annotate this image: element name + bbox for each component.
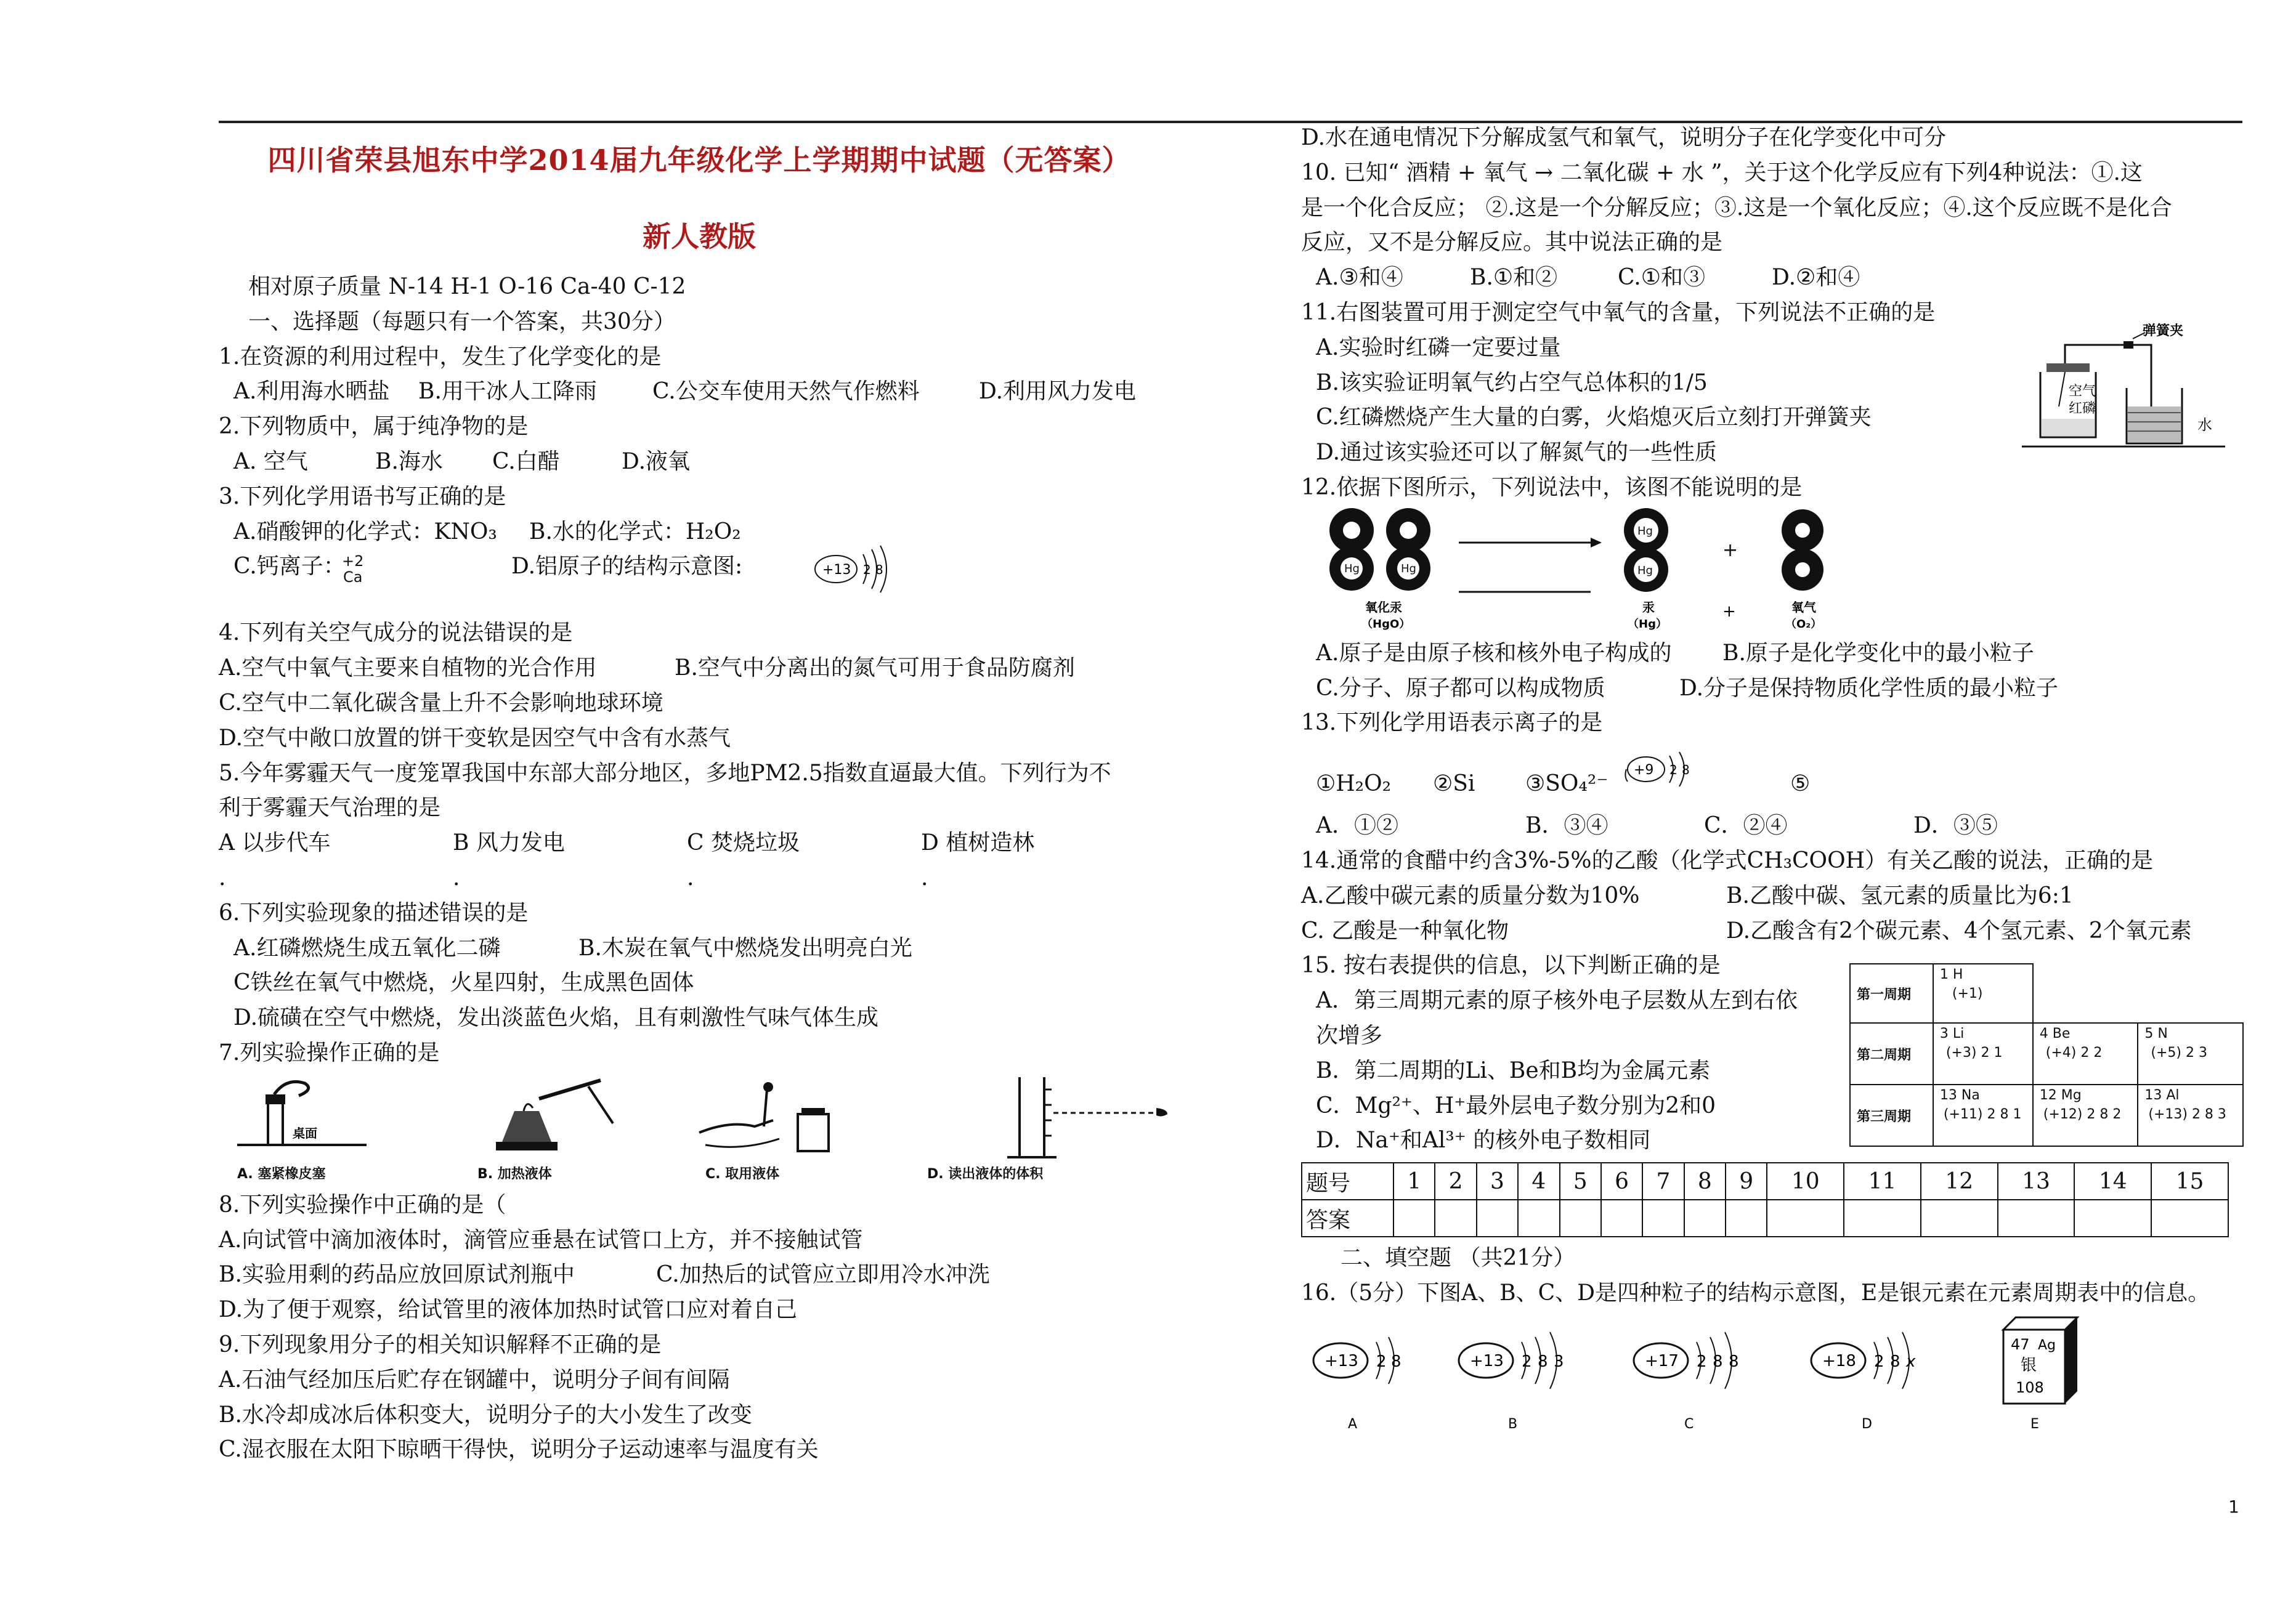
svg-text:108: 108 xyxy=(2016,1378,2044,1396)
particle-d xyxy=(1811,1332,1916,1432)
q4-option-b: B.空气中分离出的氮气可用于食品防腐剂 xyxy=(675,655,1075,681)
q1-option-b: B.用干冰人工降雨 xyxy=(418,379,597,405)
svg-text:Hg: Hg xyxy=(1344,562,1360,575)
aluminum-atom-diagram xyxy=(810,543,909,599)
q10-options xyxy=(1301,261,2250,296)
q4-stem: 4.下列有关空气成分的说法错误的是 xyxy=(219,620,573,646)
mercury-oxide-decomposition xyxy=(1301,506,2040,636)
answer-cell[interactable] xyxy=(1601,1200,1642,1237)
q13-items xyxy=(1301,741,2250,809)
q5-option-d: D 植树造林 xyxy=(921,830,1035,856)
svg-text:+17: +17 xyxy=(1645,1351,1679,1370)
q10-option-a: A.③和④ xyxy=(1316,265,1403,291)
svg-text:水: 水 xyxy=(2197,416,2212,434)
answer-cell[interactable] xyxy=(2151,1200,2228,1237)
q12-option-b: B.原子是化学变化中的最小粒子 xyxy=(1722,640,2034,666)
svg-text:氧化汞: 氧化汞 xyxy=(1365,599,1402,615)
q6-option-d: D.硫磺在空气中燃烧，发出淡蓝色火焰，且有刺激性气味气体生成 xyxy=(233,1005,879,1031)
svg-text:红磷: 红磷 xyxy=(2069,400,2096,416)
answer-table-number: 1 xyxy=(1393,1163,1435,1200)
q5-stem-2: 利于雾霾天气治理的是 xyxy=(219,795,441,821)
cell-na: 13 Na (+11) 2 8 1 xyxy=(1933,1085,2033,1146)
q9-option-a: A.石油气经加压后贮存在钢罐中，说明分子间有间隔 xyxy=(219,1367,730,1393)
answer-cell[interactable] xyxy=(1844,1200,1921,1237)
q5-option-b: B 风力发电 xyxy=(453,830,565,856)
q11-option-d: D.通过该实验还可以了解氮气的一些性质 xyxy=(1316,440,1718,466)
q11-stem: 11.右图装置可用于测定空气中氧气的含量，下列说法不正确的是 xyxy=(1301,299,1936,325)
svg-text:+: + xyxy=(1722,539,1738,561)
q15-stem: 15. 按右表提供的信息，以下判断正确的是 xyxy=(1301,953,1721,979)
q6-options-ab xyxy=(219,931,1180,966)
q16-figures xyxy=(1301,1311,2250,1447)
answer-table-number: 7 xyxy=(1642,1163,1684,1200)
answer-table-number: 11 xyxy=(1844,1163,1921,1200)
q15-option-c: C．Mg²⁺、H⁺最外层电子数分别为2和0 xyxy=(1316,1093,1716,1118)
q14-option-c: C. 乙酸是一种氧化物 xyxy=(1301,918,1509,944)
q5-option-c: C 焚烧垃圾 xyxy=(687,830,800,856)
q1-option-d: D.利用风力发电 xyxy=(979,379,1137,405)
q7-stem: 7.列实验操作正确的是 xyxy=(219,1040,440,1065)
answer-cell[interactable] xyxy=(1998,1200,2075,1237)
cell-h: 1 H (+1) xyxy=(1933,964,2033,1023)
cell-n: 5 N (+5) 2 3 xyxy=(2138,1023,2243,1085)
svg-text:+9: +9 xyxy=(1634,762,1654,778)
svg-text:Hg: Hg xyxy=(1637,564,1653,577)
q11-option-a: A.实验时红磷一定要过量 xyxy=(1316,334,1561,360)
svg-text:47: 47 xyxy=(2011,1335,2030,1353)
atomic-mass-line: 相对原子质量 N-14 H-1 O-16 Ca-40 C-12 xyxy=(248,274,686,299)
q3-stem: 3.下列化学用语书写正确的是 xyxy=(219,483,506,509)
q13-option-d: D．③⑤ xyxy=(1913,813,1998,839)
answer-table-header-answer: 答案 xyxy=(1302,1200,1393,1237)
q2-option-a: A. 空气 xyxy=(233,448,308,474)
q2-option-c: C.白醋 xyxy=(492,448,560,474)
q8-option-c: C.加热后的试管应立即用冷水冲洗 xyxy=(656,1262,990,1288)
q6-stem: 6.下列实验现象的描述错误的是 xyxy=(219,900,529,926)
particle-b xyxy=(1459,1332,1564,1432)
svg-text:8: 8 xyxy=(1682,762,1690,778)
cell-li: 3 Li (+3) 2 1 xyxy=(1933,1023,2033,1085)
q4-option-c: C.空气中二氧化碳含量上升不会影响地球环境 xyxy=(219,690,663,716)
cell-al: 13 Al (+13) 2 8 3 xyxy=(2138,1085,2243,1146)
answer-table-number: 13 xyxy=(1998,1163,2075,1200)
q4-option-d: D.空气中敞口放置的饼干变软是因空气中含有水蒸气 xyxy=(219,725,731,751)
answer-cell[interactable] xyxy=(1921,1200,1998,1237)
svg-text:+18: +18 xyxy=(1822,1351,1856,1370)
svg-text:（Hg）: （Hg） xyxy=(1628,617,1667,631)
q12-option-c: C.分子、原子都可以构成物质 xyxy=(1316,675,1605,701)
answer-cell[interactable] xyxy=(1518,1200,1559,1237)
q10-option-b: B.①和② xyxy=(1470,265,1558,291)
q3-option-c: C.钙离子： xyxy=(233,554,346,580)
q2-option-b: B.海水 xyxy=(375,448,443,474)
q8-option-a: A.向试管中滴加液体时，滴管应垂悬在试管口上方，并不接触试管 xyxy=(219,1227,863,1253)
q3-options-cd xyxy=(219,549,1180,599)
q8-options-bc xyxy=(219,1258,1180,1293)
svg-text:2: 2 xyxy=(1669,762,1677,778)
q14-option-d: D.乙酸含有2个碳元素、4个氢元素、2个氧元素 xyxy=(1726,918,2192,944)
q12-options-ab xyxy=(1301,636,2250,671)
q10-line-1: 10. 已知“ 酒精 + 氧气 → 二氧化碳 + 水 ”，关于这个化学反应有下列4种说法：①.这 xyxy=(1301,160,2143,185)
q7-caption-c: C. 取用液体 xyxy=(705,1166,780,1182)
q15-option-a-2: 次增多 xyxy=(1316,1022,1383,1048)
answer-table-number: 2 xyxy=(1435,1163,1476,1200)
svg-text:（HgO）: （HgO） xyxy=(1361,617,1411,631)
q9-option-b: B.水冷却成冰后体积变大，说明分子的大小发生了改变 xyxy=(219,1402,752,1428)
answer-table xyxy=(1301,1162,2229,1237)
cell-be: 4 Be (+4) 2 2 xyxy=(2033,1023,2138,1085)
q9-stem: 9.下列现象用分子的相关知识解释不正确的是 xyxy=(219,1332,662,1357)
q15-block xyxy=(1301,948,2250,1158)
q13-stem: 13.下列化学用语表示离子的是 xyxy=(1301,710,1603,736)
q4-option-a: A.空气中氧气主要来自植物的光合作用 xyxy=(219,655,597,681)
q6-option-c: C铁丝在氧气中燃烧，火星四射，生成黑色固体 xyxy=(233,970,694,996)
svg-text:3: 3 xyxy=(1554,1352,1564,1371)
svg-text:银: 银 xyxy=(2021,1356,2037,1375)
q7-figures xyxy=(219,1071,1180,1188)
q15-option-d: D．Na⁺和Al³⁺ 的核外电子数相同 xyxy=(1316,1128,1651,1154)
answer-cell[interactable] xyxy=(2074,1200,2151,1237)
particle-c xyxy=(1634,1332,1739,1432)
svg-text:B: B xyxy=(1508,1416,1518,1432)
svg-text:弹簧夹: 弹簧夹 xyxy=(2143,323,2184,339)
q8-stem: 8.下列实验操作中正确的是（ xyxy=(219,1192,506,1218)
q11-option-c: C.红磷燃烧产生大量的白雾，火焰熄灭后立刻打开弹簧夹 xyxy=(1316,405,1872,431)
q13-option-b: B．③④ xyxy=(1525,813,1608,839)
answer-cell[interactable] xyxy=(1435,1200,1476,1237)
hg-atom-1 xyxy=(1624,508,1668,552)
q9-option-d: D.水在通电情况下分解成氢气和氧气，说明分子在化学变化中可分 xyxy=(1301,125,1947,150)
q14-options-ab xyxy=(1301,879,2250,914)
answer-table-header-number: 题号 xyxy=(1302,1163,1393,1200)
particle-a xyxy=(1313,1337,1402,1432)
svg-text:（O₂）: （O₂） xyxy=(1785,617,1822,631)
q1-stem: 1.在资源的利用过程中，发生了化学变化的是 xyxy=(219,344,662,370)
section-2-heading: 二、填空题 （共21分） xyxy=(1341,1245,1576,1271)
svg-text:+13: +13 xyxy=(1470,1351,1504,1370)
svg-text:8: 8 xyxy=(1713,1352,1723,1371)
q13-option-c: C．②④ xyxy=(1704,813,1788,839)
q15-option-b: B．第二周期的Li、Be和B均为金属元素 xyxy=(1316,1057,1711,1083)
q9-option-c: C.湿衣服在太阳下晾晒干得快，说明分子运动速率与温度有关 xyxy=(219,1437,819,1463)
q7-caption-a: A. 塞紧橡皮塞 xyxy=(237,1166,326,1182)
svg-text:Hg: Hg xyxy=(1637,524,1653,538)
answer-cell[interactable] xyxy=(1393,1200,1435,1237)
q5-stem-1: 5.今年雾霾天气一度笼罩我国中东部大部分地区，多地PM2.5指数直逼最大值。下列行为不 xyxy=(219,760,1111,786)
q10-line-2: 是一个化合反应； ②.这是一个分解反应；③.这是一个氧化反应；④.这个反应既不是化合 xyxy=(1301,195,2172,220)
q3-option-a: A.硝酸钾的化学式：KNO₃ xyxy=(233,519,497,544)
answer-table-number: 15 xyxy=(2151,1163,2228,1200)
svg-text:氧气: 氧气 xyxy=(1791,599,1816,615)
answer-cell[interactable] xyxy=(1560,1200,1601,1237)
answer-table-answer-row xyxy=(1302,1200,2228,1237)
q12-option-d: D.分子是保持物质化学性质的最小粒子 xyxy=(1679,675,2059,701)
svg-text:2: 2 xyxy=(1522,1352,1532,1371)
q13-item-5: ⑤ xyxy=(1790,771,1811,797)
svg-text:+: + xyxy=(1722,602,1736,621)
answer-table-number: 8 xyxy=(1684,1163,1726,1200)
q1-options xyxy=(219,374,1180,410)
svg-text:D: D xyxy=(1862,1416,1872,1432)
q12-figure xyxy=(1301,506,2250,636)
answer-table-number: 12 xyxy=(1921,1163,1998,1200)
svg-text:8: 8 xyxy=(1890,1352,1900,1371)
cell-mg: 12 Mg (+12) 2 8 2 xyxy=(2033,1085,2138,1146)
q2-options xyxy=(219,445,1180,480)
answer-table-number: 5 xyxy=(1560,1163,1601,1200)
q2-option-d: D.液氧 xyxy=(622,448,691,474)
q13-option-a: A．①② xyxy=(1316,813,1398,839)
q1-option-a: A.利用海水晒盐 xyxy=(233,379,390,405)
answer-table-number: 14 xyxy=(2074,1163,2151,1200)
q13-item-2: ②Si xyxy=(1433,771,1475,797)
q12-stem: 12.依据下图所示，下列说法中，该图不能说明的是 xyxy=(1301,474,1803,500)
q10-line-3: 反应，又不是分解反应。其中说法正确的是 xyxy=(1301,230,1723,256)
svg-text:A: A xyxy=(1348,1416,1358,1432)
q5-option-a: A 以步代车 xyxy=(219,830,331,856)
q11-block xyxy=(1301,296,2250,471)
svg-text:桌面: 桌面 xyxy=(293,1125,317,1141)
q8-option-d: D.为了便于观察，给试管里的液体加热时试管口应对着自己 xyxy=(219,1297,798,1323)
silver-element-card xyxy=(2003,1317,2077,1432)
svg-text:Ag: Ag xyxy=(2038,1337,2056,1353)
svg-text:汞: 汞 xyxy=(1642,599,1655,615)
answer-table-number: 4 xyxy=(1518,1163,1559,1200)
q4-options-ab xyxy=(219,651,1180,686)
q12-options-cd xyxy=(1301,671,2250,706)
page-number: 1 xyxy=(2228,1497,2239,1517)
hgo-molecule-2 xyxy=(1386,508,1430,591)
q7-caption-b: B. 加热液体 xyxy=(477,1166,552,1182)
page-subtitle: 新人教版 xyxy=(643,220,756,253)
answer-table-number: 6 xyxy=(1601,1163,1642,1200)
svg-text:空气: 空气 xyxy=(2069,383,2096,399)
svg-text:2: 2 xyxy=(1376,1352,1387,1371)
stopper-figure xyxy=(231,1077,385,1163)
q6-option-a: A.红磷燃烧生成五氧化二磷 xyxy=(233,935,501,961)
svg-text:x: x xyxy=(1906,1352,1916,1371)
reading-volume-figure xyxy=(995,1071,1180,1163)
q10-option-c: C.①和③ xyxy=(1618,265,1705,291)
hg-atom-2 xyxy=(1624,548,1668,592)
fluoride-ion-diagram xyxy=(1621,747,1714,796)
calcium-ion-symbol: +2 Ca xyxy=(342,552,364,586)
page-title: 四川省荣县旭东中学2014届九年级化学上学期期中试题（无答案） xyxy=(267,144,1131,177)
taking-liquid-figure xyxy=(693,1077,853,1163)
q14-options-cd xyxy=(1301,914,2250,949)
q3-option-d: D.铝原子的结构示意图: xyxy=(511,554,743,580)
q15-option-a-1: A．第三周期元素的原子核外电子层数从左到右依 xyxy=(1316,988,1798,1014)
svg-text:8: 8 xyxy=(1729,1352,1739,1371)
o2-molecule xyxy=(1782,509,1823,591)
svg-text:+13: +13 xyxy=(822,562,851,578)
q3-options-ab xyxy=(219,515,1180,550)
q1-option-c: C.公交车使用天然气作燃料 xyxy=(652,379,920,405)
hgo-molecule-1 xyxy=(1329,508,1374,591)
right-column xyxy=(1301,121,2250,1447)
answer-table-number-row xyxy=(1302,1163,2228,1200)
svg-text:2: 2 xyxy=(1697,1352,1707,1371)
answer-table-number: 9 xyxy=(1726,1163,1767,1200)
svg-text:8: 8 xyxy=(875,562,883,578)
q5-options xyxy=(219,826,1180,861)
particle-structure-diagrams xyxy=(1301,1311,2250,1447)
answer-table-number: 10 xyxy=(1767,1163,1844,1200)
q13-item-3: ③SO₄²⁻ xyxy=(1525,771,1608,797)
left-column xyxy=(219,123,1180,1468)
svg-text:2: 2 xyxy=(863,562,871,578)
answer-table-number: 3 xyxy=(1477,1163,1518,1200)
q7-caption-d: D. 读出液体的体积 xyxy=(927,1166,1044,1182)
q14-option-a: A.乙酸中碳元素的质量分数为10% xyxy=(1301,883,1640,908)
svg-text:E: E xyxy=(2030,1416,2039,1432)
q14-stem: 14.通常的食醋中约含3%-5%的乙酸（化学式CH₃COOH）有关乙酸的说法，正确的是 xyxy=(1301,847,2153,873)
answer-cell[interactable] xyxy=(1642,1200,1684,1237)
svg-text:Hg: Hg xyxy=(1401,562,1416,575)
q8-option-b: B.实验用剩的药品应放回原试剂瓶中 xyxy=(219,1262,575,1288)
answer-cell[interactable] xyxy=(1726,1200,1767,1237)
q5-dots: . . . . xyxy=(219,865,928,891)
q3-option-b: B.水的化学式：H₂O₂ xyxy=(529,519,741,544)
answer-cell[interactable] xyxy=(1767,1200,1844,1237)
periodic-table-excerpt: 第一周期 1 H (+1) 第二周期 3 Li (+3) 2 1 4 Be (+4) 2 2 5 N (+5) 2 3 第三周期 13 Na (+11) 2 8 1 12 Mg (+12) 2 8 2 13 Al (+13) 2 8 3 xyxy=(1849,963,2244,1147)
answer-cell[interactable] xyxy=(1477,1200,1518,1237)
q2-stem: 2.下列物质中，属于纯净物的是 xyxy=(219,414,529,440)
q6-option-b: B.木炭在氧气中燃烧发出明亮白光 xyxy=(578,935,912,961)
heating-liquid-figure xyxy=(465,1074,619,1160)
svg-text:8: 8 xyxy=(1538,1352,1548,1371)
q14-option-b: B.乙酸中碳、氢元素的质量比为6:1 xyxy=(1726,883,2074,908)
svg-text:C: C xyxy=(1684,1416,1694,1432)
svg-text:8: 8 xyxy=(1391,1352,1402,1371)
q11-option-b: B.该实验证明氧气约占空气总体积的1/5 xyxy=(1316,370,1708,395)
q12-option-a: A.原子是由原子核和核外电子构成的 xyxy=(1316,640,1672,666)
svg-text:2: 2 xyxy=(1874,1352,1884,1371)
answer-cell[interactable] xyxy=(1684,1200,1726,1237)
q10-option-d: D.②和④ xyxy=(1772,265,1860,291)
q13-item-1: ①H₂O₂ xyxy=(1316,771,1392,797)
oxygen-measurement-apparatus xyxy=(2022,320,2231,456)
q16-stem: 16.（5分）下图A、B、C、D是四种粒子的结构示意图，E是银元素在元素周期表中的信息。 xyxy=(1301,1280,2210,1306)
svg-text:+13: +13 xyxy=(1324,1351,1358,1370)
section-1-heading: 一、选择题（每题只有一个答案，共30分） xyxy=(248,309,676,334)
